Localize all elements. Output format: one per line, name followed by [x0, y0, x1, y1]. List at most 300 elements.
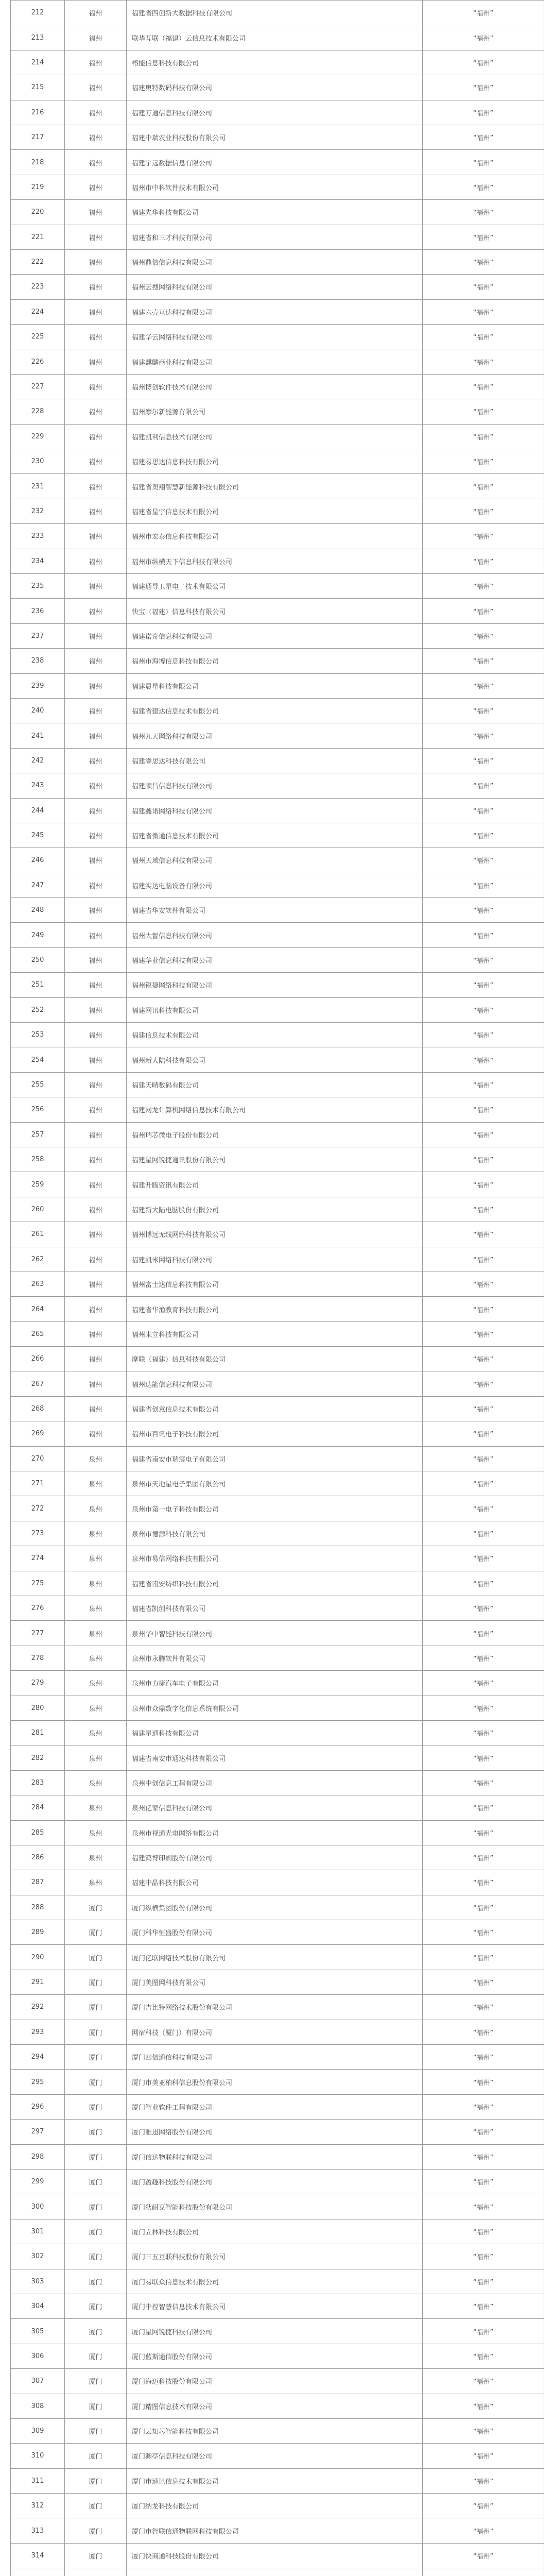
- row-number-cell: 260: [11, 1197, 65, 1222]
- table-row: [11, 2494, 544, 2518]
- program-cell: “福州”: [423, 973, 544, 997]
- table-row: [11, 649, 544, 673]
- program-cell: “福州”: [423, 125, 544, 149]
- company-name-cell: 福州市中科软件技术有限公司: [127, 175, 423, 199]
- company-name-cell: 泉州市众鼎数字化信息系统有限公司: [127, 1696, 423, 1720]
- city-cell: 厦门: [65, 2518, 127, 2543]
- program-cell: “福州”: [423, 1770, 544, 1795]
- company-name-cell: 福州天域信息科技有限公司: [127, 848, 423, 873]
- city-cell: 泉州: [65, 1820, 127, 1845]
- company-name-cell: 福州达能信息科技有限公司: [127, 1371, 423, 1396]
- city-cell: 福州: [65, 748, 127, 773]
- city-cell: 泉州: [65, 1745, 127, 1770]
- company-name-cell: 厦门盈趣科技股份有限公司: [127, 2169, 423, 2194]
- table-row: [11, 2020, 544, 2044]
- row-number-cell: 249: [11, 923, 65, 947]
- company-name-cell: 福建华云网络科技有限公司: [127, 325, 423, 349]
- program-cell: “福州”: [423, 2294, 544, 2318]
- company-name-cell: 福建星通科技有限公司: [127, 1720, 423, 1745]
- row-number-cell: 233: [11, 524, 65, 549]
- city-cell: 厦门: [65, 2045, 127, 2070]
- company-name-cell: 泉州市视通光电网络有限公司: [127, 1820, 423, 1845]
- program-cell: “福州”: [423, 299, 544, 324]
- city-cell: 福州: [65, 150, 127, 175]
- table-row: [11, 1720, 544, 1745]
- company-name-cell: 福建晨星科技有限公司: [127, 673, 423, 698]
- company-name-cell: 厦门精图信息技术有限公司: [127, 2394, 423, 2418]
- program-cell: “福州”: [423, 773, 544, 798]
- city-cell: 福州: [65, 1023, 127, 1047]
- table-row: [11, 1995, 544, 2020]
- company-name-cell: 厦门雅迅网络股份有限公司: [127, 2120, 423, 2144]
- city-cell: 福州: [65, 1297, 127, 1321]
- row-number-cell: 312: [11, 2494, 65, 2518]
- program-cell: “福州”: [423, 2319, 544, 2344]
- city-cell: 福州: [65, 1222, 127, 1247]
- table-row: [11, 1471, 544, 1496]
- city-cell: 福州: [65, 623, 127, 648]
- city-cell: 福州: [65, 698, 127, 723]
- city-cell: 福州: [65, 573, 127, 598]
- row-number-cell: 311: [11, 2468, 65, 2493]
- table-row: [11, 698, 544, 723]
- table-row: [11, 449, 544, 474]
- program-cell: “福州”: [423, 1995, 544, 2020]
- company-name-cell: 福建万通信息科技有限公司: [127, 100, 423, 125]
- table-row: [11, 623, 544, 648]
- city-cell: 福州: [65, 1, 127, 25]
- row-number-cell: 276: [11, 1596, 65, 1621]
- city-cell: 福州: [65, 1072, 127, 1097]
- city-cell: 福州: [65, 1421, 127, 1446]
- company-name-cell: 福州新大陆科技有限公司: [127, 1047, 423, 1072]
- program-cell: “福州”: [423, 325, 544, 349]
- program-cell: “福州”: [423, 698, 544, 723]
- program-cell: “福州”: [423, 649, 544, 673]
- table-row: [11, 249, 544, 274]
- table-row: [11, 1197, 544, 1222]
- program-cell: “福州”: [423, 1047, 544, 1072]
- program-cell: “福州”: [423, 249, 544, 274]
- company-name-cell: 福建省凯创科技有限公司: [127, 1596, 423, 1621]
- row-number-cell: 269: [11, 1421, 65, 1446]
- company-name-cell: 厦门立林科技有限公司: [127, 2219, 423, 2244]
- city-cell: 福州: [65, 75, 127, 100]
- city-cell: 福州: [65, 1396, 127, 1421]
- table-row: [11, 1671, 544, 1696]
- company-name-cell: 福建通导卫星电子技术有限公司: [127, 573, 423, 598]
- program-cell: “福州”: [423, 2344, 544, 2368]
- program-cell: “福州”: [423, 673, 544, 698]
- city-cell: 厦门: [65, 2020, 127, 2044]
- city-cell: 泉州: [65, 1571, 127, 1596]
- company-name-cell: 厦门市速讯信息技术有限公司: [127, 2468, 423, 2493]
- table-row: [11, 325, 544, 349]
- program-cell: “福州”: [423, 1072, 544, 1097]
- city-cell: 福州: [65, 1047, 127, 1072]
- city-cell: 福州: [65, 723, 127, 748]
- table-row: [11, 200, 544, 225]
- company-name-cell: 网宿科技（厦门）有限公司: [127, 2020, 423, 2044]
- company-name-cell: 福建网讯科技有限公司: [127, 997, 423, 1022]
- row-number-cell: 234: [11, 549, 65, 573]
- company-name-cell: 福建省南安市通达科技有限公司: [127, 1745, 423, 1770]
- row-number-cell: 268: [11, 1396, 65, 1421]
- company-name-cell: 泉州市永腾软件有限公司: [127, 1646, 423, 1670]
- program-cell: “福州”: [423, 150, 544, 175]
- row-number-cell: 294: [11, 2045, 65, 2070]
- table-row: [11, 424, 544, 449]
- program-cell: “福州”: [423, 1297, 544, 1321]
- city-cell: 厦门: [65, 2418, 127, 2443]
- table-row: [11, 299, 544, 324]
- company-name-cell: 厦门海迈科技股份有限公司: [127, 2369, 423, 2394]
- company-name-cell: 福建顺昌信息科技有限公司: [127, 773, 423, 798]
- row-number-cell: 308: [11, 2394, 65, 2418]
- table-row: [11, 1421, 544, 1446]
- company-name-cell: 福建麒麟商业科技有限公司: [127, 349, 423, 374]
- company-name-cell: 福建睿思达科技有限公司: [127, 748, 423, 773]
- company-name-cell: 福州米立科技有限公司: [127, 1321, 423, 1346]
- row-number-cell: [11, 2568, 65, 2576]
- company-name-cell: 福州博远无线网络科技有限公司: [127, 1222, 423, 1247]
- city-cell: 厦门: [65, 2269, 127, 2294]
- program-cell: “福州”: [423, 1347, 544, 1371]
- program-cell: “福州”: [423, 449, 544, 474]
- row-number-cell: 226: [11, 349, 65, 374]
- row-number-cell: 310: [11, 2444, 65, 2468]
- city-cell: 厦门: [65, 2394, 127, 2418]
- row-number-cell: 231: [11, 474, 65, 499]
- table-row: [11, 1297, 544, 1321]
- company-name-cell: 联华互联（福建）云信息技术有限公司: [127, 25, 423, 50]
- row-number-cell: 263: [11, 1272, 65, 1296]
- company-name-cell: 福州博创软件技术有限公司: [127, 374, 423, 399]
- company-name-cell: 厦门信达物联科技有限公司: [127, 2144, 423, 2169]
- table-row: [11, 1795, 544, 1820]
- row-number-cell: 270: [11, 1446, 65, 1471]
- company-name-cell: 福建奥特数码科技有限公司: [127, 75, 423, 100]
- company-name-cell: 福建星网锐捷通讯股份有限公司: [127, 1147, 423, 1172]
- program-cell: “福州”: [423, 997, 544, 1022]
- table-row: [11, 2418, 544, 2443]
- table-row: [11, 1371, 544, 1396]
- table-row: [11, 2144, 544, 2169]
- program-cell: “福州”: [423, 1023, 544, 1047]
- company-name-cell: 泉州市德源科技有限公司: [127, 1521, 423, 1546]
- company-name-cell: 福州锐捷网络科技有限公司: [127, 973, 423, 997]
- row-number-cell: 253: [11, 1023, 65, 1047]
- row-number-cell: 307: [11, 2369, 65, 2394]
- row-number-cell: 224: [11, 299, 65, 324]
- row-number-cell: 264: [11, 1297, 65, 1321]
- city-cell: 福州: [65, 125, 127, 149]
- row-number-cell: 313: [11, 2518, 65, 2543]
- program-cell: “福州”: [423, 349, 544, 374]
- company-name-cell: 福州富士达信息科技有限公司: [127, 1272, 423, 1296]
- city-cell: 福州: [65, 873, 127, 897]
- city-cell: 福州: [65, 249, 127, 274]
- program-cell: “福州”: [423, 200, 544, 225]
- city-cell: 厦门: [65, 2120, 127, 2144]
- company-name-cell: 福建诺奇信息科技有限公司: [127, 623, 423, 648]
- city-cell: 厦门: [65, 2219, 127, 2244]
- program-cell: “福州”: [423, 2543, 544, 2568]
- table-row: [11, 599, 544, 623]
- table-row: [11, 1396, 544, 1421]
- row-number-cell: 267: [11, 1371, 65, 1396]
- program-cell: “福州”: [423, 2219, 544, 2244]
- program-cell: “福州”: [423, 1621, 544, 1646]
- table-row: [11, 2070, 544, 2094]
- table-row: [11, 823, 544, 848]
- program-cell: “福州”: [423, 823, 544, 848]
- row-number-cell: 252: [11, 997, 65, 1022]
- table-row: [11, 2444, 544, 2468]
- row-number-cell: 247: [11, 873, 65, 897]
- program-cell: “福州”: [423, 2244, 544, 2269]
- table-row: [11, 1696, 544, 1720]
- program-cell: “福州”: [423, 947, 544, 972]
- table-row: [11, 524, 544, 549]
- company-name-cell: 快宝（福建）信息科技有限公司: [127, 599, 423, 623]
- program-cell: “福州”: [423, 1147, 544, 1172]
- city-cell: 厦门: [65, 2194, 127, 2219]
- company-name-cell: 泉州市力捷汽车电子有限公司: [127, 1671, 423, 1696]
- city-cell: 福州: [65, 1371, 127, 1396]
- program-cell: “福州”: [423, 923, 544, 947]
- row-number-cell: 237: [11, 623, 65, 648]
- city-cell: 厦门: [65, 2144, 127, 2169]
- row-number-cell: 258: [11, 1147, 65, 1172]
- program-cell: “福州”: [423, 499, 544, 523]
- city-cell: 厦门: [65, 2369, 127, 2394]
- city-cell: 厦门: [65, 2094, 127, 2119]
- row-number-cell: 248: [11, 898, 65, 923]
- city-cell: 福州: [65, 848, 127, 873]
- table-row: [11, 673, 544, 698]
- program-cell: “福州”: [423, 1546, 544, 1571]
- program-cell: “福州”: [423, 374, 544, 399]
- program-cell: “福州”: [423, 1845, 544, 1870]
- company-name-cell: 福建实达电脑设备有限公司: [127, 873, 423, 897]
- program-cell: “福州”: [423, 1097, 544, 1122]
- table-row: [11, 773, 544, 798]
- table-row: [11, 474, 544, 499]
- city-cell: 福州: [65, 100, 127, 125]
- city-cell: 厦门: [65, 1970, 127, 1994]
- row-number-cell: 280: [11, 1696, 65, 1720]
- program-cell: “福州”: [423, 1421, 544, 1446]
- program-cell: “福州”: [423, 1820, 544, 1845]
- city-cell: 厦门: [65, 1945, 127, 1970]
- company-name-cell: 厦门亿联网络技术股份有限公司: [127, 1945, 423, 1970]
- company-name-cell: 泉州市天地星电子集团有限公司: [127, 1471, 423, 1496]
- row-number-cell: 303: [11, 2269, 65, 2294]
- program-cell: “福州”: [423, 1671, 544, 1696]
- city-cell: 福州: [65, 524, 127, 549]
- table-row: [11, 1023, 544, 1047]
- row-number-cell: 262: [11, 1247, 65, 1272]
- table-row: [11, 2518, 544, 2543]
- table-row: [11, 723, 544, 748]
- program-cell: “福州”: [423, 1920, 544, 1945]
- program-cell: “福州”: [423, 399, 544, 424]
- row-number-cell: 305: [11, 2319, 65, 2344]
- row-number-cell: 300: [11, 2194, 65, 2219]
- program-cell: “福州”: [423, 2518, 544, 2543]
- table-row: [11, 1895, 544, 1920]
- city-cell: 福州: [65, 599, 127, 623]
- program-cell: “福州”: [423, 798, 544, 823]
- table-row: [11, 2294, 544, 2318]
- table-row: [11, 1122, 544, 1147]
- table-row: [11, 2045, 544, 2070]
- city-cell: 福州: [65, 424, 127, 449]
- row-number-cell: 217: [11, 125, 65, 149]
- table-row: [11, 1820, 544, 1845]
- company-name-cell: 福建宇远数据信息有限公司: [127, 150, 423, 175]
- company-name-cell: 福建省南安纺织科技有限公司: [127, 1571, 423, 1596]
- table-row: [11, 275, 544, 299]
- row-number-cell: 282: [11, 1745, 65, 1770]
- company-list-table: [10, 0, 544, 2576]
- company-name-cell: 福建凯米网络科技有限公司: [127, 1247, 423, 1272]
- city-cell: 福州: [65, 1321, 127, 1346]
- row-number-cell: 265: [11, 1321, 65, 1346]
- city-cell: 福州: [65, 399, 127, 424]
- city-cell: 泉州: [65, 1546, 127, 1571]
- row-number-cell: 244: [11, 798, 65, 823]
- company-name-cell: 厦门纵横集团股份有限公司: [127, 1895, 423, 1920]
- city-cell: 厦门: [65, 1995, 127, 2020]
- row-number-cell: 230: [11, 449, 65, 474]
- company-name-cell: 福建鸿博印刷股份有限公司: [127, 1845, 423, 1870]
- city-cell: 泉州: [65, 1845, 127, 1870]
- company-name-cell: 厦门智业软件工程有限公司: [127, 2094, 423, 2119]
- company-name-cell: 厦门渊亭信息科技有限公司: [127, 2444, 423, 2468]
- city-cell: 厦门: [65, 2244, 127, 2269]
- row-number-cell: 225: [11, 325, 65, 349]
- program-cell: “福州”: [423, 1, 544, 25]
- table-row: [11, 1621, 544, 1646]
- city-cell: 泉州: [65, 1870, 127, 1895]
- city-cell: 福州: [65, 673, 127, 698]
- city-cell: 福州: [65, 325, 127, 349]
- table-row: [11, 1172, 544, 1197]
- city-cell: 厦门: [65, 2294, 127, 2318]
- company-name-cell: 福州市宏泰信息科技有限公司: [127, 524, 423, 549]
- company-name-cell: 厦门蓝斯通信股份有限公司: [127, 2344, 423, 2368]
- program-cell: “福州”: [423, 1446, 544, 1471]
- table-row: [11, 1047, 544, 1072]
- row-number-cell: 271: [11, 1471, 65, 1496]
- row-number-cell: 279: [11, 1671, 65, 1696]
- program-cell: “福州”: [423, 424, 544, 449]
- city-cell: 厦门: [65, 2319, 127, 2344]
- company-name-cell: 厦门纳龙科技有限公司: [127, 2494, 423, 2518]
- row-number-cell: 236: [11, 599, 65, 623]
- company-name-cell: 福建省微通信息技术有限公司: [127, 823, 423, 848]
- row-number-cell: 266: [11, 1347, 65, 1371]
- program-cell: “福州”: [423, 549, 544, 573]
- program-cell: “福州”: [423, 2169, 544, 2194]
- row-number-cell: 254: [11, 1047, 65, 1072]
- company-name-cell: 福州市百讯电子科技有限公司: [127, 1421, 423, 1446]
- table-row: [11, 2344, 544, 2368]
- program-cell: “福州”: [423, 1720, 544, 1745]
- program-cell: “福州”: [423, 1197, 544, 1222]
- city-cell: 泉州: [65, 1671, 127, 1696]
- city-cell: 福州: [65, 773, 127, 798]
- program-cell: “福州”: [423, 2394, 544, 2418]
- row-number-cell: 278: [11, 1646, 65, 1670]
- table-row: [11, 549, 544, 573]
- company-name-cell: 福建中瑞农业科技股份有限公司: [127, 125, 423, 149]
- table-row: [11, 2543, 544, 2568]
- row-number-cell: 298: [11, 2144, 65, 2169]
- company-name-cell: 福建凯利信息技术有限公司: [127, 424, 423, 449]
- program-cell: “福州”: [423, 748, 544, 773]
- row-number-cell: 274: [11, 1546, 65, 1571]
- table-row: [11, 2269, 544, 2294]
- table-row: [11, 1646, 544, 1670]
- table-row: [11, 2394, 544, 2418]
- row-number-cell: 214: [11, 50, 65, 75]
- table-row: [11, 1446, 544, 1471]
- program-cell: “福州”: [423, 2418, 544, 2443]
- row-number-cell: 304: [11, 2294, 65, 2318]
- program-cell: “福州”: [423, 175, 544, 199]
- row-number-cell: 290: [11, 1945, 65, 1970]
- row-number-cell: 227: [11, 374, 65, 399]
- city-cell: 福州: [65, 225, 127, 249]
- company-name-cell: 福建六壳互达科技有限公司: [127, 299, 423, 324]
- program-cell: “福州”: [423, 2094, 544, 2119]
- table-row: [11, 399, 544, 424]
- row-number-cell: 212: [11, 1, 65, 25]
- program-cell: “福州”: [423, 2369, 544, 2394]
- row-number-cell: 240: [11, 698, 65, 723]
- city-cell: 福州: [65, 200, 127, 225]
- city-cell: 福州: [65, 947, 127, 972]
- city-cell: 福州: [65, 374, 127, 399]
- table-body: [11, 1, 544, 2576]
- row-number-cell: 229: [11, 424, 65, 449]
- company-name-cell: 榕能信息科技有限公司: [127, 50, 423, 75]
- table-row: [11, 1072, 544, 1097]
- table-row: [11, 1, 544, 25]
- city-cell: 福州: [65, 1172, 127, 1197]
- row-number-cell: 292: [11, 1995, 65, 2020]
- table-row: [11, 873, 544, 897]
- company-name-cell: 福建省和三才科技有限公司: [127, 225, 423, 249]
- program-cell: “福州”: [423, 623, 544, 648]
- table-row: [11, 1321, 544, 1346]
- city-cell: 福州: [65, 275, 127, 299]
- company-name-cell: 福建易思达信息科技有限公司: [127, 449, 423, 474]
- row-number-cell: 238: [11, 649, 65, 673]
- row-number-cell: 242: [11, 748, 65, 773]
- company-name-cell: 福州市纵横天下信息科技有限公司: [127, 549, 423, 573]
- row-number-cell: 216: [11, 100, 65, 125]
- company-name-cell: 福州九天网络科技有限公司: [127, 723, 423, 748]
- table-row: [11, 175, 544, 199]
- city-cell: [65, 2568, 127, 2576]
- row-number-cell: 215: [11, 75, 65, 100]
- program-cell: “福州”: [423, 1945, 544, 1970]
- program-cell: “福州”: [423, 25, 544, 50]
